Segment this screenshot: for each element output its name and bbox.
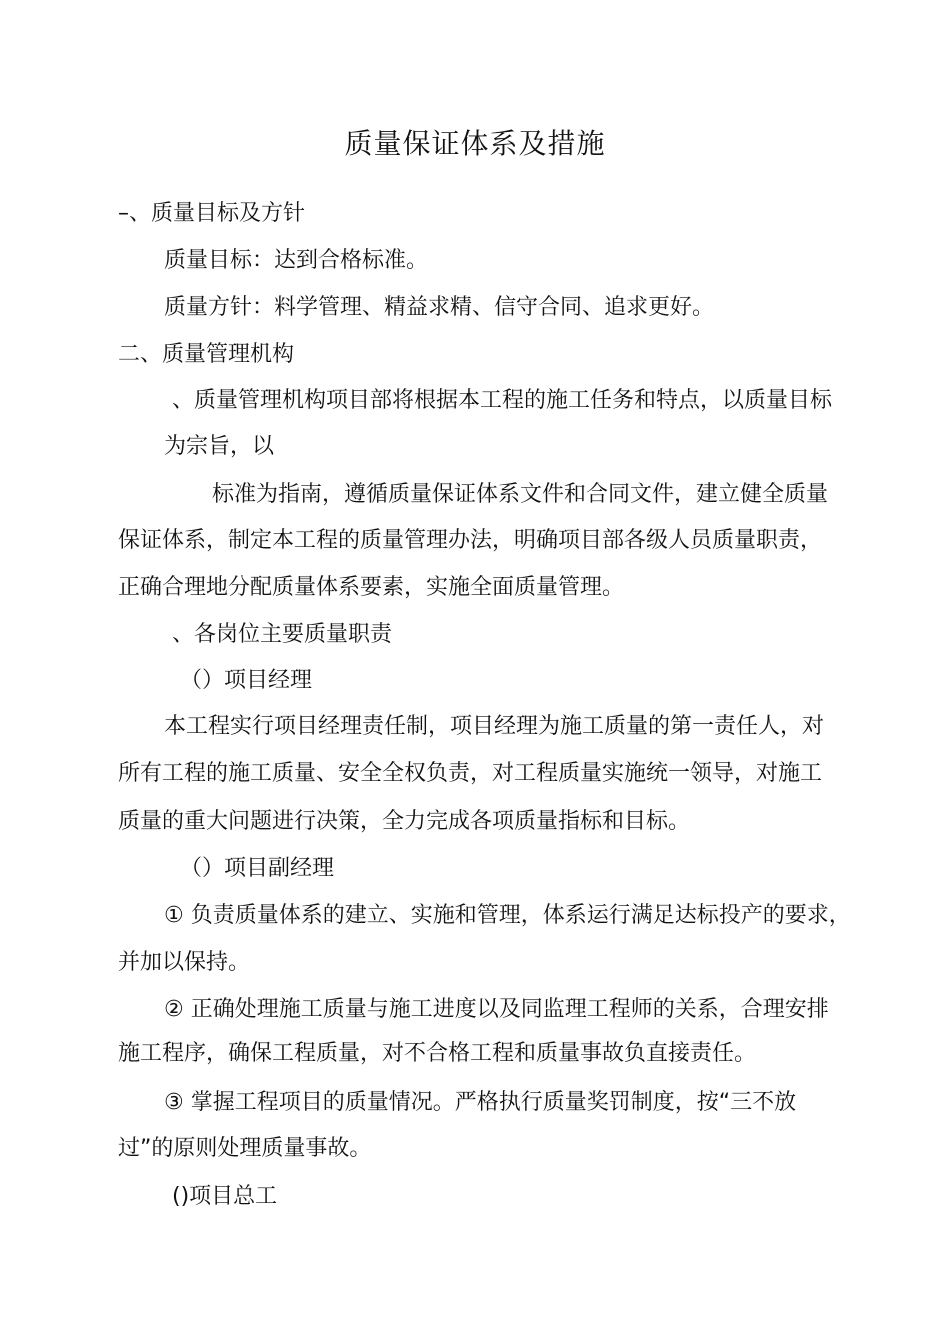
paragraph-line: 保证体系，制定本工程的质量管理办法，明确项目部各级人员质量职责， bbox=[118, 528, 823, 553]
paragraph-line: 、质量管理机构项目部将根据本工程的施工任务和特点，以质量目标 bbox=[172, 388, 833, 413]
quality-goal-text: 质量目标：达到合格标准。 bbox=[164, 248, 429, 273]
paragraph-line: 施工程序，确保工程质量，对不合格工程和质量事故负直接责任。 bbox=[118, 1041, 757, 1066]
paragraph-line: 所有工程的施工质量、安全全权负责，对工程质量实施统一领导，对施工 bbox=[118, 761, 823, 786]
deputy-manager-heading: （）项目副经理 bbox=[180, 856, 335, 881]
paragraph-line: 标准为指南，遵循质量保证体系文件和合同文件，建立健全质量 bbox=[212, 482, 829, 507]
project-manager-heading: （）项目经理 bbox=[180, 668, 313, 693]
section-2-heading: 二、质量管理机构 bbox=[118, 342, 295, 367]
paragraph-line: 正确合理地分配质量体系要素，实施全面质量管理。 bbox=[118, 575, 625, 600]
chief-engineer-heading: ()项目总工 bbox=[172, 1184, 278, 1209]
quality-policy-text: 质量方针：料学管理、精益求精、信守合同、追求更好。 bbox=[164, 295, 715, 320]
section-1-heading: –、质量目标及方针 bbox=[118, 201, 306, 226]
paragraph-line: 并加以保持。 bbox=[118, 950, 251, 975]
paragraph-line: 过”的原则处理质量事故。 bbox=[118, 1136, 372, 1161]
paragraph-line: ③ 掌握工程项目的质量情况。严格执行质量奖罚制度，按“三不放 bbox=[164, 1090, 797, 1115]
paragraph-line: ① 负责质量体系的建立、实施和管理，体系运行满足达标投产的要求， bbox=[164, 903, 851, 928]
paragraph-line: 为宗旨，以 bbox=[164, 434, 275, 459]
document-title: 质量保证体系及措施 bbox=[344, 127, 606, 160]
paragraph-line: 本工程实行项目经理责任制，项目经理为施工质量的第一责任人，对 bbox=[164, 714, 825, 739]
subsection-heading: 、各岗位主要质量职责 bbox=[172, 622, 393, 647]
paragraph-line: 质量的重大问题进行决策，全力完成各项质量指标和目标。 bbox=[118, 809, 691, 834]
paragraph-line: ② 正确处理施工质量与施工进度以及同监理工程师的关系，合理安排 bbox=[164, 997, 829, 1022]
